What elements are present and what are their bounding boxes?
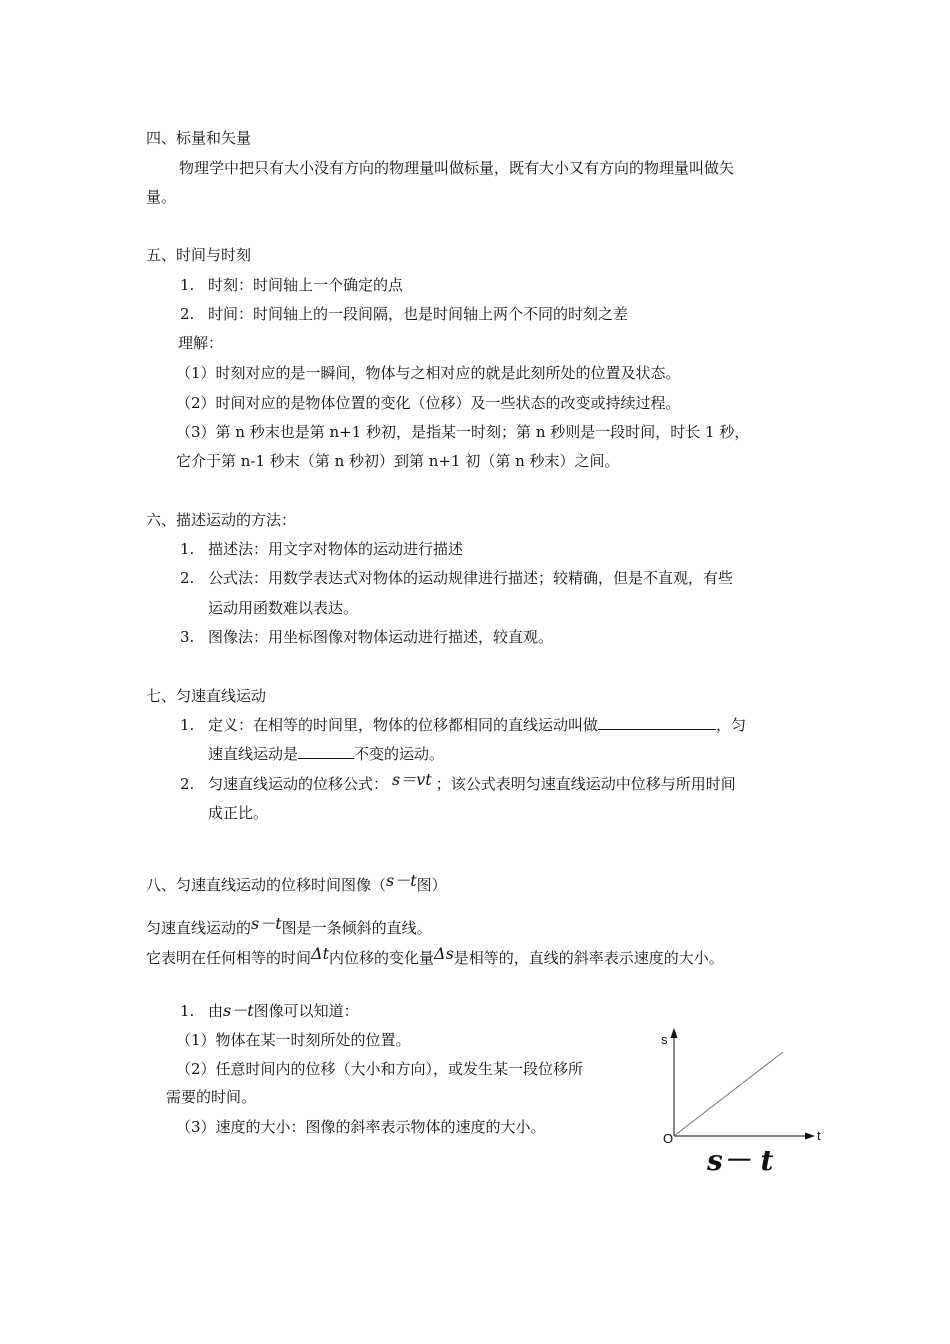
st-symbol: s－t [386,871,417,890]
sub-heading-text: 由 [208,1002,224,1020]
section-8-sub-heading [208,1001,359,1021]
section-6-item-2-continued: 运动用函数难以表达。 [208,599,359,617]
uniform-motion-line [674,1052,783,1136]
section-5-item-2-text: 时间：时间轴上的一段间隔，也是时间轴上两个不同的时刻之差 [208,305,629,323]
section-5-item-1-text: 时刻：时间轴上一个确定的点 [208,276,404,294]
section-7-item-2-line-1 [208,770,736,794]
definition-text: 定义：在相等的时间里，物体的位移都相同的直线运动叫做 [208,716,599,734]
sub-heading-tail: 图像可以知道： [253,1002,359,1020]
section-8-line-1 [146,914,432,938]
section-8-sub-number: 1. [180,1002,195,1020]
formula-explanation: ；该公式表明匀速直线运动中位移与所用时间 [435,775,736,793]
x-axis-arrow-icon [805,1133,815,1140]
st-graph [655,1022,835,1182]
section-7-item-1-number: 1. [180,716,195,734]
line-1-text: 匀速直线运动的 [146,919,252,937]
origin-label: O [663,1131,674,1146]
line-1-tail: 图是一条倾斜的直线。 [281,919,432,937]
section-6-item-2-text: 公式法：用数学表达式对物体的运动规律进行描述；较精确，但是不直观，有些 [208,569,734,587]
section-8-point-2-continued: 需要的时间。 [166,1088,257,1106]
delta-s-symbol: Δs [434,944,454,963]
line-2-tail: 是相等的，直线的斜率表示速度的大小。 [453,949,724,967]
section-8-point-3: （3）速度的大小：图像的斜率表示物体的速度的大小。 [176,1118,546,1136]
section-6-item-3-text: 图像法：用坐标图像对物体运动进行描述，较直观。 [208,628,554,646]
section-8-line-2 [146,944,724,968]
section-6-title: 六、描述运动的方法： [146,511,297,529]
section-7-item-1-line-2 [208,744,444,764]
section-8-title-tail: 图） [416,876,447,894]
section-5-title: 五、时间与时刻 [146,246,252,264]
y-axis-arrow-icon [671,1028,678,1038]
section-5-note-1: （1）时刻对应的是一瞬间，物体与之相对应的就是此刻所处的位置及状态。 [176,364,681,382]
line-2-text: 它表明在任何相等的时间 [146,949,312,967]
formula-intro: 匀速直线运动的位移公式： [208,775,389,793]
st-symbol-inline: s－t [251,914,282,933]
section-5-understand-label: 理解： [178,334,224,352]
y-axis-label: s [661,1032,668,1047]
section-5-note-3: （3）第 n 秒末也是第 n+1 秒初，是指某一时刻；第 n 秒则是一段时间，时长 1 秒， [176,423,750,441]
line-2-mid: 内位移的变化量 [329,949,435,967]
section-4-title: 四、标量和矢量 [146,129,252,147]
section-6-item-3-number: 3. [180,628,195,646]
definition-cont-text: 速直线运动是 [208,745,299,763]
definition-text-tail: ，匀 [716,716,747,734]
section-7-item-1-line-1 [208,715,746,735]
section-8-title [146,871,447,895]
fill-blank-answer-1[interactable] [598,715,716,730]
fill-blank-answer-2[interactable] [298,744,354,759]
x-axis-label: t [817,1128,821,1143]
definition-cont-tail: 不变的运动。 [354,745,445,763]
delta-t-symbol: Δt [311,944,329,963]
section-8-title-text: 八、匀速直线运动的位移时间图像（ [146,876,387,894]
section-5-note-2: （2）时间对应的是物体位置的变化（位移）及一些状态的改变或持续过程。 [176,394,681,412]
section-7-item-2-number: 2. [180,775,195,793]
displacement-formula: s＝vt [392,770,432,789]
section-4-paragraph-line-1: 物理学中把只有大小没有方向的物理量叫做标量，既有大小又有方向的物理量叫做矢 [179,159,735,177]
st-symbol-sub: s－t [223,1001,254,1020]
section-7-title: 七、匀速直线运动 [146,687,267,705]
section-6-item-1-number: 1. [180,540,195,558]
section-6-item-1-text: 描述法：用文字对物体的运动进行描述 [208,540,464,558]
section-5-item-2-number: 2. [180,305,195,323]
section-5-item-1-number: 1. [180,276,195,294]
section-8-point-2: （2）任意时间内的位移（大小和方向），或发生某一段位移所 [176,1060,584,1078]
section-5-note-3-continued: 它介于第 n-1 秒末（第 n 秒初）到第 n+1 初（第 n 秒末）之间。 [176,452,620,470]
section-7-item-2-continued: 成正比。 [208,804,269,822]
section-6-item-2-number: 2. [180,569,195,587]
section-8-point-1: （1）物体在某一时刻所处的位置。 [176,1031,411,1049]
graph-caption: s－ t [707,1144,774,1177]
section-4-paragraph-line-2: 量。 [146,188,177,206]
